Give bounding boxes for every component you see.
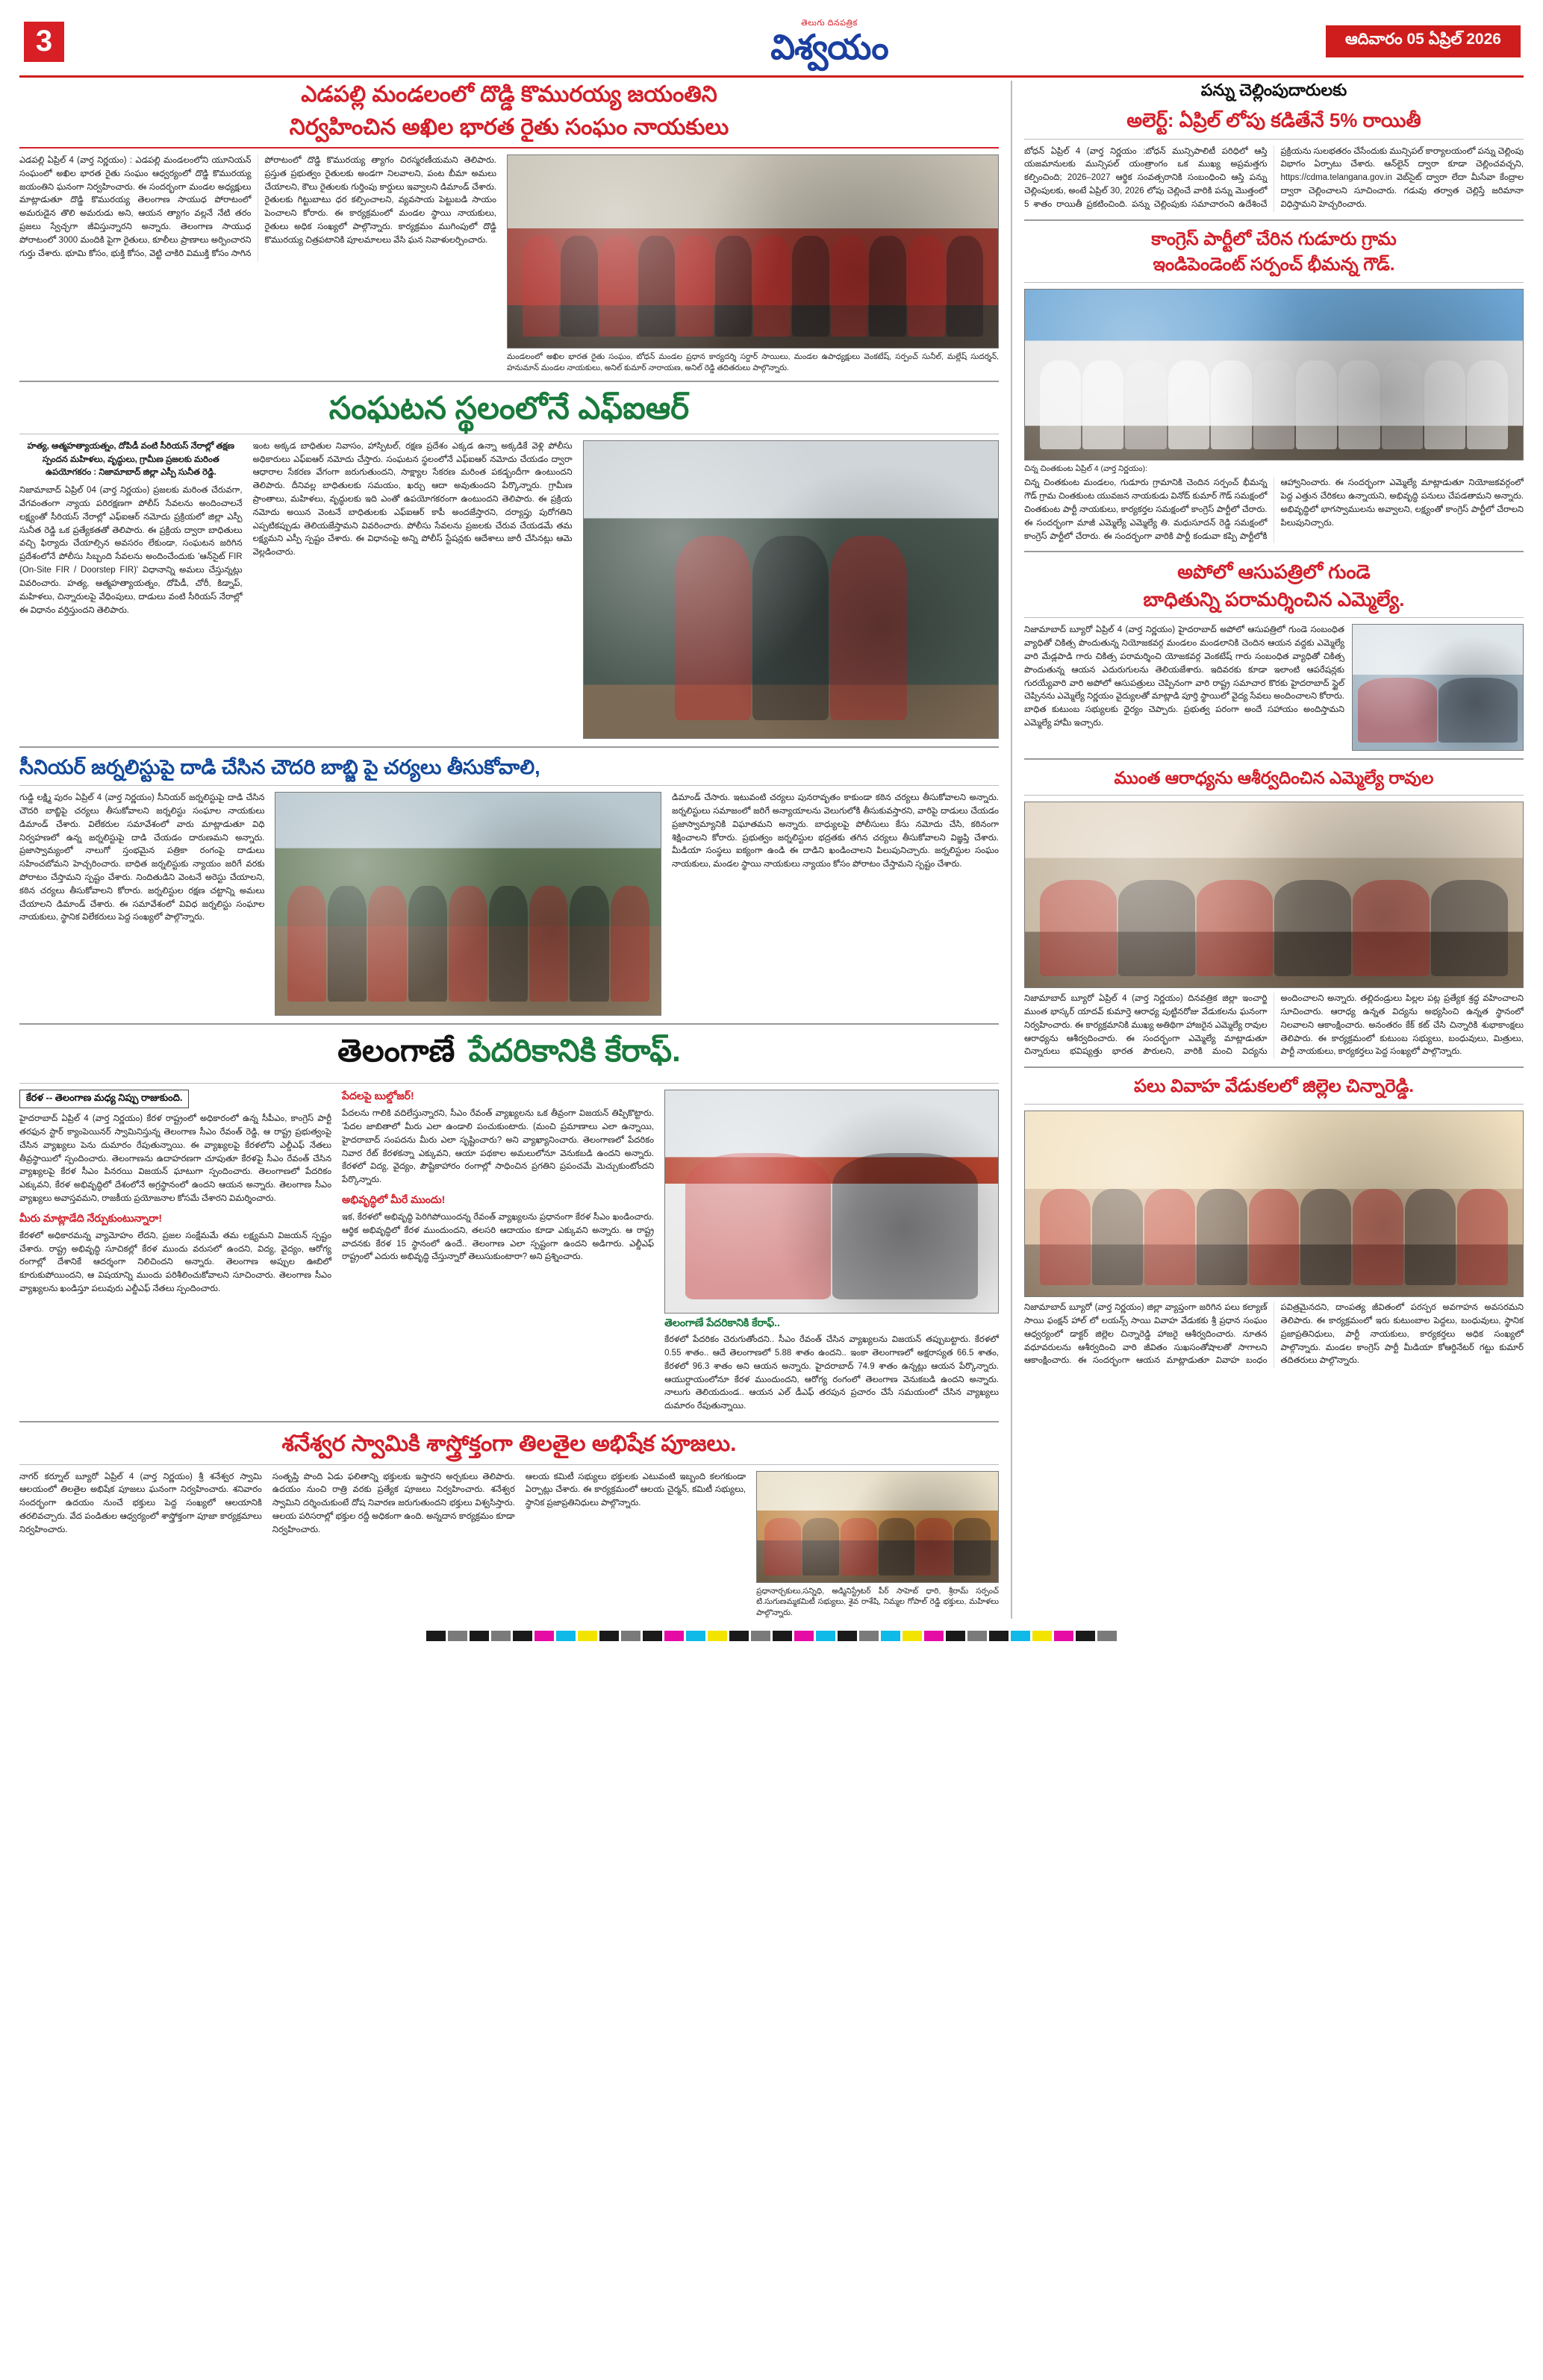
- registration-swatch: [946, 1631, 965, 1641]
- registration-swatch: [534, 1631, 554, 1641]
- photo-farmers-meeting: [507, 154, 999, 349]
- tax-kicker: పన్ను చెల్లింపుదారులకు: [1200, 81, 1347, 99]
- registration-swatch: [621, 1631, 640, 1641]
- temple-col1: నాగర్ కర్నూల్ బ్యూరో ఏప్రిల్ 4 (వార్త నిర్ణయం) శ్రీ శనేశ్వర స్వామి ఆలయంలో తిలతైల అభిషేక పూజలు ఘనంగా నిర్వహించారు. శనివారం సందర్భంగా ఉదయం నుంచే భక్తులు పెద్ద సంఖ్యలో ఆలయానికి తరలివచ్చారు. వేద పండితుల ఆధ్వర్యంలో శాస్త్రోక్తంగా పూజా కార్యక్రమాలు నిర్వహించారు.: [19, 1472, 262, 1534]
- kerala-col1-subhead: మీరు మాట్లాడేది నేర్పుకుంటున్నారా!: [19, 1211, 162, 1224]
- logo-tagline: తెలుగు దినపత్రిక: [801, 19, 858, 28]
- article-onsite-fir: [19, 390, 999, 738]
- headline-line-1: ఎడపల్లి మండలంలో దొడ్డి కొమురయ్య జయంతిని: [301, 82, 717, 107]
- masthead: [19, 13, 1524, 78]
- kerala-col1b: కేరళలో అధికారమన్న వ్యామోహం లేదని, ప్రజల సంక్షేమమే తమ లక్ష్యమని విజయన్ స్పష్టం చేశారు. రాష్ట్ర అభివృద్ధి సూచికల్లో కేరళ ముందు వరుసలో ఉందని, విద్య, వైద్యం, ఆరోగ్య రంగాల్లో దేశానికే ఆదర్శంగా నిలిచిందని అన్నారు. తెలంగాణ అప్పుల ఊబిలో కూరుకుపోయిందని, ఆ విషయాన్ని ముందు పరిశీలించుకోవాలని సూచించారు. తెలంగాణ సీఎం వ్యాఖ్యలను ఖండిస్తూ పలువురు ఎల్డీఎఫ్ నేతలు స్పందించారు.: [19, 1231, 332, 1294]
- journalist-body-left: గుడ్డి లక్ష్మి పురం ఏప్రిల్ 4 (వార్త నిర్ణయం) సీనియర్ జర్నలిస్టుపై దాడి చేసిన చౌదరి బాబ్జిపై చర్యలు తీసుకోవాలని జర్నలిస్టు సంఘాల నాయకులు డిమాండ్ చేశారు. విలేకరుల సమావేశంలో వారు మాట్లాడుతూ విధి నిర్వహణలో ఉన్న జర్నలిస్టుపై దాడి చేయడం దారుణమని అన్నారు. ప్రజాస్వామ్యంలో నాలుగో స్తంభమైన పత్రికా రంగంపై దాడులు సహించబోమని హెచ్చరించారు. బాధిత జర్నలిస్టుకు న్యాయం జరిగే వరకు పోరాటం చేస్తామని స్పష్టం చేశారు. నిందితుడిని వెంటనే అరెస్టు చేయాలని, కఠిన చర్యలు తీసుకోవాలని కోరారు. జర్నలిస్టుల రక్షణ చట్టాన్ని అమలు చేయాలని డిమాండ్ చేశారు. ఈ సమావేశంలో వివిధ జర్నలిస్టు సంఘాల నాయకులు, స్థానిక విలేకరులు పెద్ద సంఖ్యలో పాల్గొన్నారు.: [19, 793, 265, 922]
- kerala-photo-caption-title: తెలంగాణే పేదరికానికి కేరాఫ్..: [664, 1317, 780, 1329]
- page-number: 3: [24, 22, 64, 62]
- print-registration-bar: [19, 1629, 1524, 1643]
- article-property-tax: [1024, 81, 1524, 212]
- registration-swatch: [1011, 1631, 1030, 1641]
- registration-swatch: [599, 1631, 619, 1641]
- registration-swatch: [989, 1631, 1009, 1641]
- headline-fir: సంఘటన స్థలంలోనే ఎఫ్ఐఆర్: [328, 390, 690, 426]
- registration-swatch: [967, 1631, 987, 1641]
- headline-kerala-part2: పేదరికానికి కేరాఫ్.: [468, 1033, 681, 1069]
- page-columns: [19, 81, 1524, 1619]
- registration-swatch: [491, 1631, 511, 1641]
- publication-logo: [770, 19, 888, 64]
- registration-swatch: [470, 1631, 489, 1641]
- wedding-body: నిజామాబాద్ బ్యూరో (వార్త నిర్ణయం) జిల్లా వ్యాప్తంగా జరిగిన పలు కల్యాణ్ సాయి ఫంక్షన్ హాల్ లో లయన్స్ సాయి వివాహ వేడుకకు శ్రీ ప్రధాన సంఘం ఆధ్వర్యంలో డాక్టర్ జిల్లెల చిన్నారెడ్డి హాజరై ఆశీర్వదించారు. నూతన వధూవరులను ఆశీర్వదించి వారి జీవితం సుఖసంతోషాలతో సాగాలని ఆకాంక్షించారు. ఈ సందర్భంగా ఆయన మాట్లాడుతూ వివాహ బంధం పవిత్రమైనదని, దాంపత్య జీవితంలో పరస్పర అవగాహన అవసరమని తెలిపారు. ఈ కార్యక్రమంలో ఇరు కుటుంబాల పెద్దలు, బంధువులు, స్థానిక ప్రజాప్రతినిధులు, పార్టీ నాయకులు, కార్యకర్తలు అధిక సంఖ్యలో పాల్గొన్నారు. మండల కాంగ్రెస్ పార్టీ మీడియా కోఆర్డినేటర్ గట్టు కుమార్ తదితరులు పాల్గొన్నారు.: [1024, 1303, 1524, 1366]
- registration-swatch: [794, 1631, 814, 1641]
- article-congress-join: [1024, 228, 1524, 544]
- photo-temple-pooja: [756, 1471, 999, 1583]
- registration-swatch: [686, 1631, 705, 1641]
- registration-swatch: [578, 1631, 597, 1641]
- headline-congress-2: ఇండిపెండెంట్ సర్పంచ్ భీమన్న గౌడ్.: [1153, 254, 1395, 275]
- registration-swatch: [859, 1631, 879, 1641]
- tax-body: బోధన్ ఏప్రిల్ 4 (వార్త నిర్ణయం :బోధన్ మున్సిపాలిటీ పరిధిలో ఆస్తి యజమానులకు మున్సిపల్ యంత్రాంగం ఒక ముఖ్య అప్రమత్తగు కల్పించింది; 2026–2027 ఆర్థిక సంవత్సరానికి సంబంధించి ఆస్తి పన్ను చెల్లింపులకు, అంటే ఏప్రిల్ 30, 2026 లోపు చెల్లించే వారికి పన్ను మొత్తంలో 5 శాతం రాయితీ ప్రకటించింది. పన్ను చెల్లింపుకు సమాచారంని ఉదేశించే ప్రక్రియను సులభతరం చేసేందుకు మున్సిపల్ కార్యాలయంలో పన్ను చెల్లింపు విభాగం ఏర్పాటు చేశారు. ఆన్‌లైన్ ద్వారా కూడా చెల్లించవచ్చని, https://cdma.telangana.gov.in వెబ్‌సైట్ ద్వారా లేదా మీసేవా కేంద్రాల ద్వారా చెల్లించాలని సూచించారు. గడువు తర్వాత చెల్లిస్తే జరిమానా విధిస్తామని హెచ్చరించారు.: [1024, 146, 1524, 209]
- article-body: ఎడపల్లి ఏప్రిల్ 4 (వార్త నిర్ణయం) : ఎడపల్లి మండలంలోని యూనియన్ సంఘంలో అఖిల భారత రైతు సంఘం ఆధ్వర్యంలో దొడ్డి కొమురయ్య జయంతిని ఘనంగా నిర్వహించారు. ఈ సందర్భంగా మండల అధ్యక్షులు మాట్లాడుతూ దొడ్డి కొమురయ్య తెలంగాణ సాయుధ పోరాటంలో అమరుడైన తొలి అమరుడు అని, ఆయన త్యాగం వల్లనే నేటి తరం ప్రజలు స్వేచ్ఛగా జీవిస్తున్నారని అన్నారు. తెలంగాణ సాయుధ పోరాటంలో 3000 మందికి పైగా రైతులు, కూలీలు ప్రాణాలు అర్పించారని గుర్తు చేశారు. భూమి కోసం, భుక్తి కోసం, వెట్టి చాకిరి విముక్తి కోసం సాగిన పోరాటంలో దొడ్డి కొమురయ్య త్యాగం చిరస్మరణీయమని తెలిపారు. ప్రస్తుత ప్రభుత్వం రైతులకు అండగా నిలవాలని, పంట బీమా అమలు చేయాలని, కౌలు రైతులకు గుర్తింపు కార్డులు ఇవ్వాలని డిమాండ్ చేశారు. రైతులకు గిట్టుబాటు ధర కల్పించాలని, వ్యవసాయ పెట్టుబడి సాయం పెంచాలని కోరారు. ఈ కార్యక్రమంలో మండల స్థాయి నాయకులు, రైతులు అధిక సంఖ్యలో పాల్గొన్నారు. కార్యక్రమం ముగింపులో దొడ్డి కొమురయ్య చిత్రపటానికి పూలమాలలు వేసి ఘన నివాళులర్పించారు.: [19, 156, 496, 258]
- registration-swatch: [1097, 1631, 1117, 1641]
- photo-journalist-protest: [275, 792, 661, 1016]
- kerala-col2-subhead-2: అభివృద్ధిలో మీరే ముందు!: [342, 1193, 446, 1206]
- article-journalist-attack: [19, 755, 999, 1016]
- headline-kerala-part1: తెలంగాణే: [337, 1033, 455, 1069]
- registration-swatch: [448, 1631, 467, 1641]
- temple-col3: ఆలయ కమిటీ సభ్యులు భక్తులకు ఎటువంటి ఇబ్బంది కలగకుండా ఏర్పాట్లు చేశారు. ఈ కార్యక్రమంలో ఆలయ చైర్మన్, కమిటీ సభ్యులు, స్థానిక ప్రజాప్రతినిధులు పాల్గొన్నారు.: [525, 1472, 746, 1508]
- registration-swatch: [881, 1631, 900, 1641]
- article-shaneshwara-temple: [19, 1430, 999, 1619]
- registration-swatch: [708, 1631, 727, 1641]
- headline-wedding: పలు వివాహ వేడుకలలో జిల్లెల చిన్నారెడ్డి.: [1133, 1076, 1415, 1097]
- registration-swatch: [773, 1631, 792, 1641]
- article-kerala-telangana: [19, 1032, 999, 1414]
- registration-swatch: [513, 1631, 532, 1641]
- photo-blessing-ceremony: [1024, 802, 1524, 988]
- headline-apollo-2: బాధితున్ని పరామర్శించిన ఎమ్మెల్యే.: [1143, 587, 1405, 610]
- kerala-col1: హైదరాబాద్ ఏప్రిల్ 4 (వార్త నిర్ణయం) కేరళ రాష్ట్రంలో అధికారంలో ఉన్న సీపీఎం, కాంగ్రెస్ పార్టీ తరఫున స్టార్ క్యాంపెయినర్ స్వామినిస్తున్న తెలంగాణ సీఎం రేవంత్ రెడ్డి, ఆ రాష్ట్ర ప్రభుత్వంపై చేసిన వ్యాఖ్యలు పెను దుమారం రేపుతున్నాయి. ఈ వ్యాఖ్యలపై కేరళలోని ఎల్డీఎఫ్ నేతలు తీవ్రస్థాయిలో స్పందించారు. తెలంగాణను ఉదాహరణగా చూపుతూ కేరళపై సీఎం రేవంత్ చేసిన వ్యాఖ్యలపై కేరళ సీఎం పినరయి విజయన్ ఘాటుగా స్పందించారు. తెలంగాణలో పేదరికం ఎక్కువని, కేరళ అభివృద్ధిలో దేశంలోనే అగ్రస్థానంలో ఉందని ఆయన అన్నారు. తెలంగాణ సీఎం వ్యాఖ్యలు అవాస్తవమని, రాజకీయ ప్రయోజనాల కోసమే చేశారని విమర్శించారు.: [19, 1114, 332, 1204]
- photo-congress-group: [1024, 289, 1524, 460]
- photo-sp-officer: [583, 440, 999, 739]
- headline-tax: అలెర్ట్: ఏప్రిల్ లోపు కడితేనే 5% రాయితీ: [1126, 109, 1421, 131]
- headline-line-2: నిర్వహించిన అఖిల భారత రైతు సంఘం నాయకులు: [289, 114, 729, 140]
- fir-body-left: నిజామాబాద్ ఏప్రిల్ 04 (వార్త నిర్ణయం) ప్రజలకు మరింత చేరువగా, వేగవంతంగా న్యాయ పరిరక్షణగా పోలీస్ సేవలను అందించాలనే లక్ష్యంతో సీరియస్ నేరాల్లో ఎఫ్ఐఆర్ నమోదు ప్రక్రియలో జిల్లా ఎస్పీ సునీత రెడ్డి ఒక ప్రత్యేకతతో తెలిపారు. ఈ ప్రక్రియ ద్వారా బాధితులు వచ్చి ఫిర్యాదు చేయాల్సిన అవసరం లేకుండా, సంఘటన జరిగిన ప్రదేశంలోనే పోలీసు సిబ్బంది సేవలను అందించేందుకు 'ఆన్‌సైట్ FIR (On-Site FIR / Doorstep FIR)' విధానాన్ని అమలు చేస్తున్నట్లు వివరించారు. హత్య, ఆత్మహత్యాయత్నం, దోపిడీ, చోరీ, కిడ్నాప్, మహిళలు, చిన్నారులపై వేధింపులు, దాడులు వంటి సీరియస్ నేరాల్లో ఈ విధానం వర్తిస్తుందని తెలిపారు.: [19, 486, 243, 615]
- registration-swatch: [838, 1631, 857, 1641]
- photo-hospital-visit: [1352, 624, 1524, 751]
- kerala-col2: పేదలను గాలికి వదిలేస్తున్నారని, సీఎం రేవంత్ వ్యాఖ్యలను ఒక తీవ్రంగా విజయన్ తిప్పికొట్టారు. 'పేదల జాబితాలో మీరు ఎలా ఉండాలి పంచుకుంటారు. (మంచి ప్రమాణాలు ఎలా ఉన్నాయి, హైదరాబాద్ సంపదను మీరు ఎలా సృష్టించారు? అని వ్యాఖ్యానించారు. తెలంగాణలో పేదరికం నివార రేట్ కేరళకన్నా ఎక్కువని, ఆయా పథకాల అమలులోనూ వెనుకబడి ఉందని అన్నారు. కేరళలో విద్య, వైద్యం, పౌష్టికాహారం రంగాల్లో సాధించిన ప్రగతిని ప్రపంచమే మెచ్చుకుంటోందని పేర్కొన్నారు.: [342, 1109, 655, 1185]
- photo-wedding-group: [1024, 1111, 1524, 1297]
- sidebar-column: [1012, 81, 1524, 1368]
- photo-two-chief-ministers: [664, 1090, 999, 1314]
- headline-apollo-1: అపోలో ఆసుపత్రిలో గుండె: [1177, 560, 1371, 584]
- registration-swatch: [664, 1631, 684, 1641]
- registration-swatch: [903, 1631, 922, 1641]
- registration-swatch: [426, 1631, 446, 1641]
- kerala-box-head: కేరళ -- తెలంగాణ మధ్య నిప్పు రాజుకుంది.: [19, 1090, 189, 1108]
- kerala-col2b: ఇక, కేరళలో అభివృద్ధి పెరిగిపోయిందన్న రేవంత్ వ్యాఖ్యలను ప్రధానంగా కేరళ సీఎం ఖండించారు. ఆర్థిక అభివృద్ధిలో కేరళ ముందుందని, తలసరి ఆదాయం కూడా ఎక్కువని అన్నారు. ఆ రాష్ట్ర వాదనకు కేరళ 15 స్థానంలో ఉందే.. తెలంగాణ ఎలా స్పష్టంగా ఉందని అడిగారు. ఎల్డీఎఫ్ రాష్ట్రంలో ఎదురు అభివృద్ధి చేస్తున్నారో తెలుసుకుంటారా? అని ప్రశ్నించారు.: [342, 1213, 655, 1262]
- registration-swatch: [643, 1631, 662, 1641]
- temple-col2: సంతృప్తి పొంది ఏడు ఫలితాన్ని భక్తులకు ఇస్తారని అర్చకులు తెలిపారు. ఉదయం నుంచి రాత్రి వరకు ప్రత్యేక పూజలు నిర్వహించారు. శనేశ్వర స్వామిని దర్శించుకుంటే దోష నివారణ జరుగుతుందని భక్తులు విశ్వసిస్తారు. ఆలయ పరిసరాల్లో భక్తుల రద్దీ అధికంగా ఉంది. అన్నదాన కార్యక్రమం కూడా నిర్వహించారు.: [272, 1472, 515, 1534]
- registration-swatch: [1054, 1631, 1073, 1641]
- congress-body: చిన్న చింతకుంట మండలం, గుడూరు గ్రామానికి చెందిన సర్పంచ్ భీమన్న గౌడ్ గ్రామ చింతకుంట యువజన నాయకుడు వినోద్ కుమార్ గౌడ్ సమక్షంలో చింతకుంట పార్టీ నాయకులు, కార్యకర్తల సమక్షంలో కాంగ్రెస్ పార్టీలో చేరారు. ఈ సందర్భంగా మాజీ ఎమ్మెల్యే ఎమ్మెల్యే తి. మధుసూదన్ రెడ్డి సమక్షంలో కాంగ్రెస్ పార్టీలో చేరారు. ఈ సందర్భంగా వారికి పార్టీ కండువా కప్పి పార్టీలోకి ఆహ్వానించారు. ఈ సందర్భంగా ఎమ్మెల్యే మాట్లాడుతూ నియోజకవర్గంలో పెద్ద ఎత్తున చేరికలు ఉన్నాయని, అభివృద్ధి పనులు చేపడతామని అన్నారు. అభివృద్ధిలో భాగస్వాములను అవ్వాలని, లక్ష్యంతో కాంగ్రెస్ పార్టీలో చేరాలని పిలుపునిచ్చారు.: [1024, 478, 1524, 541]
- blessing-body: నిజామాబాద్ బ్యూరో ఏప్రిల్ 4 (వార్త నిర్ణయం) దినవత్రిక జిల్లా ఇంచార్జి ముంత భాస్కర్ యాదవ్ కుమార్తె ఆరాధ్య పుట్టినరోజు వేడుకలను ఘనంగా నిర్వహించారు. ఈ కార్యక్రమానికి ముఖ్య అతిథిగా హాజరైన ఎమ్మెల్యే రావుల ఆరాధ్యను ఆశీర్వదించారు. ఈ సందర్భంగా ఎమ్మెల్యే మాట్లాడుతూ చిన్నారులు భవిష్యత్తు భారత పౌరులని, వారికి మంచి విద్యను అందించాలని అన్నారు. తల్లిదండ్రులు పిల్లల పట్ల ప్రత్యేక శ్రద్ధ వహించాలని సూచించారు. ఆరాధ్య ఉన్నత విద్యను అభ్యసించి ఉన్నత స్థానంలో నిలవాలని ఆకాంక్షించారు. అనంతరం కేక్ కట్ చేసి చిన్నారికి శుభాకాంక్షలు తెలిపారు. ఈ కార్యక్రమంలో కుటుంబ సభ్యులు, బంధువులు, మిత్రులు, పార్టీ నాయకులు, కార్యకర్తలు పెద్ద సంఖ్యలో పాల్గొన్నారు.: [1024, 994, 1524, 1057]
- kerala-col2-subhead: పేదలపై బుల్డోజర్!: [342, 1090, 414, 1102]
- main-column: [19, 81, 1012, 1619]
- registration-swatch: [1076, 1631, 1095, 1641]
- registration-swatch: [729, 1631, 749, 1641]
- registration-swatch: [924, 1631, 944, 1641]
- photo-caption: మండలంలో అఖిల భారత రైతు సంఘం, బోధన్ మండల ప్రధాన కార్యదర్శి సర్దార్ సాయిలు, మండల ఉపాధ్యక్షులు వెంకటేష్, సర్పంచ్ సునీల్, మల్లేష్ సుదర్శన్, హనుమాన్ మండల నాయకులు, అనిల్ కుమార్ నారాయణ, అనిల్ రెడ్డి తదితరులు పాల్గొన్నారు.: [507, 352, 999, 372]
- temple-photo-caption: ప్రధానార్చకులు,సన్నిధి, అడ్మినిస్ట్రేటర్ పీర్ సాహెబ్ ధారి, శ్రీరామ్ సర్పంచ్ టి.సుగుణమ్మకమిటీ సభ్యులు, శైవ రాశేషి, నిమ్మల గోపాల్ రెడ్డి భక్తులు, మహిళలు పాల్గొన్నారు.: [756, 1586, 1000, 1617]
- kerala-photo-caption: కేరళలో పేదరికం చెరుగుతోందని.. సీఎం రేవంత్ చేసిన వ్యాఖ్యలను విజయన్ తప్పుబట్టారు. కేరళలో 0.55 శాతం.. ఆదే తెలంగాణలో 5.88 శాతం ఉందని.. ఇంకా తెలంగాణలో అక్షరాస్యత 66.5 శాతం, కేరళలో 96.3 శాతం అని ఆయన అన్నారు. హైదరాబాద్ 74.9 శాతం ఉన్నట్లు ఆయన పేర్కొన్నారు. ఆయుర్దాయంలోనూ కేరళ ముందుందని, ఆరోగ్య రంగంలో తెలంగాణ వెనుకబడి ఉందని అన్నారు. నాలుగు తెలియదుండ.. ఆయన ఎల్ డీఎఫ్ తరపున ప్రచారం చేసే సమయంలో చేసిన వ్యాఖ్యలు దుమారం రేపుతున్నాయి.: [664, 1335, 999, 1411]
- article-apollo-visit: [1024, 560, 1524, 751]
- logo-title: విశ్వయం: [770, 28, 888, 66]
- edition-date: ఆదివారం 05 ఏప్రిల్ 2026: [1326, 25, 1521, 57]
- registration-swatch: [816, 1631, 835, 1641]
- headline-temple: శనేశ్వర స్వామికి శాస్త్రోక్తంగా తిలతైల అభిషేక పూజలు.: [281, 1431, 737, 1457]
- article-wedding-functions: [1024, 1075, 1524, 1368]
- article-farmers-union: [19, 81, 999, 373]
- registration-swatch: [751, 1631, 770, 1641]
- headline-blessing: ముంత ఆరాధ్యను ఆశీర్వదించిన ఎమ్మెల్యే రావుల: [1114, 768, 1434, 788]
- registration-swatch: [1032, 1631, 1052, 1641]
- headline-congress-1: కాంగ్రెస్ పార్టీలో చేరిన గుడూరు గ్రామ: [1151, 228, 1397, 249]
- apollo-body: నిజామాబాద్ బ్యూరో ఏప్రిల్ 4 (వార్త నిర్ణయం) హైదరాబాద్ అపోలో ఆసుపత్రిలో గుండె సంబంధిత వ్యాధితో చికిత్స పొందుతున్న నియోజకవర్గ మండలం మండలానికి చెందిన ఆయన వద్దకు ఎమ్మెల్యే వారి మేడ్లపాడి గారు చికిత్స పరామర్శించి యోజకవర్గ వెంకటేష్ గారు సంబంధిత వ్యాధితో చికిత్స పొందుతున్న ఆయన ఎదురుగులను తెలియజేశారు. ఇదివరకు కూడా ఇలాంటి ఆపరేషన్లకు గురయ్యేవారి వారి అపోలో ఆసుపత్రులు చెప్పినంగా వారి రాష్ట్ర సమాచార కొరకు హైదరాబాద్ స్టైల్ చెప్పినను ఎమ్మెల్యే నిర్ణయం వైద్యులతో మాట్లాడి పూర్తి స్థాయిలో వైద్య సేవలు అందించాలని కోరారు. బాధిత కుటుంబ సభ్యులకు ధైర్యం చెప్పారు. ప్రభుత్వ పరంగా అందే సహాయం అందిస్తామని ఎమ్మెల్యే హామీ ఇచ్చారు.: [1024, 625, 1344, 728]
- registration-swatch: [556, 1631, 576, 1641]
- fir-body-right: ఇంట అక్కడ బాధితుల నివాసం, హాస్పిటల్, రక్షణ ప్రదేశం ఎక్కడ ఉన్నా అక్కడికే వెళ్లి పోలీసు అధికారులు ఎఫ్ఐఆర్ నమోదు చేస్తారు. సంఘటన స్థలంలోనే ఎఫ్ఐఆర్ నమోదు చేయడం ద్వారా ఆధారాల సేకరణ వేగంగా జరుగుతుందని, సాక్ష్యాల సేకరణ మరింత పకడ్బందీగా ఉంటుందని తెలిపారు. దీనివల్ల బాధితులకు సమయం, ఖర్చు ఆదా అవుతుందని పేర్కొన్నారు. గ్రామీణ ప్రాంతాలు, మహిళలు, వృద్ధులకు ఇది ఎంతో ఉపయోగకరంగా ఉంటుందని తెలిపారు. ఈ ప్రక్రియ నమోదు అయిన వెంటనే బాధితులకు ఎఫ్ఐఆర్ కాపీ అందజేస్తారని, దర్యాప్తు పురోగతిని ఎప్పటికప్పుడు తెలియజేస్తామని వివరించారు. పోలీసు సేవలను ప్రజలకు చేరువ చేయడమే తమ లక్ష్యమని ఎస్పీ స్పష్టం చేశారు. ఈ విధానంపై అన్ని పోలీస్ స్టేషన్లకు ఆదేశాలు జారీ చేసినట్లు ఆమె వెల్లడించారు.: [252, 441, 573, 557]
- fir-subhead: హత్య, ఆత్మహత్యాయత్నం, దోపిడీ వంటి సీరియస్ నేరాల్లో తక్షణ స్పందన మహిళలు, వృద్ధులు, గ్రామీణ ప్రజలకు మరింత ఉపయోగకరం : నిజామాబాద్ జిల్లా ఎస్పీ సునీత రెడ్డి.: [27, 441, 235, 478]
- journalist-body-right: డిమాండ్ చేసారు. ఇటువంటి చర్యలు పునరావృతం కాకుండా కఠిన చర్యలు తీసుకోవాలని అన్నారు. జర్నలిస్టులు సమాజంలో జరిగే అన్యాయాలను వెలుగులోకి తీసుకువస్తారని, వారిపై దాడులు చేయడం ప్రజాస్వామ్యానికి విఘాతమని అన్నారు. బాధ్యులపై పోలీసులు కేసు నమోదు చేసి, కఠినంగా శిక్షించాలని కోరారు. ప్రభుత్వం జర్నలిస్టుల భద్రతకు తగిన చర్యలు తీసుకోవాలని విజ్ఞప్తి చేశారు. మీడియా సంస్థలు ఐక్యంగా ఉండి ఈ దాడిని ఖండించాలని పిలుపునిచ్చారు. జర్నలిస్టుల సంఘం నాయకులు, మండల స్థాయి నాయకులు న్యాయం కోసం పోరాటం చేస్తామని స్పష్టం చేశారు.: [672, 793, 999, 869]
- headline-journalist: సీనియర్ జర్నలిస్టుపై దాడి చేసిన చౌదరి బాబ్జి పై చర్యలు తీసుకోవాలి,: [19, 755, 540, 778]
- congress-dateline: చిన్న చింతకుంట ఏప్రిల్ 4 (వార్త నిర్ణయం):: [1024, 463, 1147, 473]
- article-mla-blessing: [1024, 767, 1524, 1059]
